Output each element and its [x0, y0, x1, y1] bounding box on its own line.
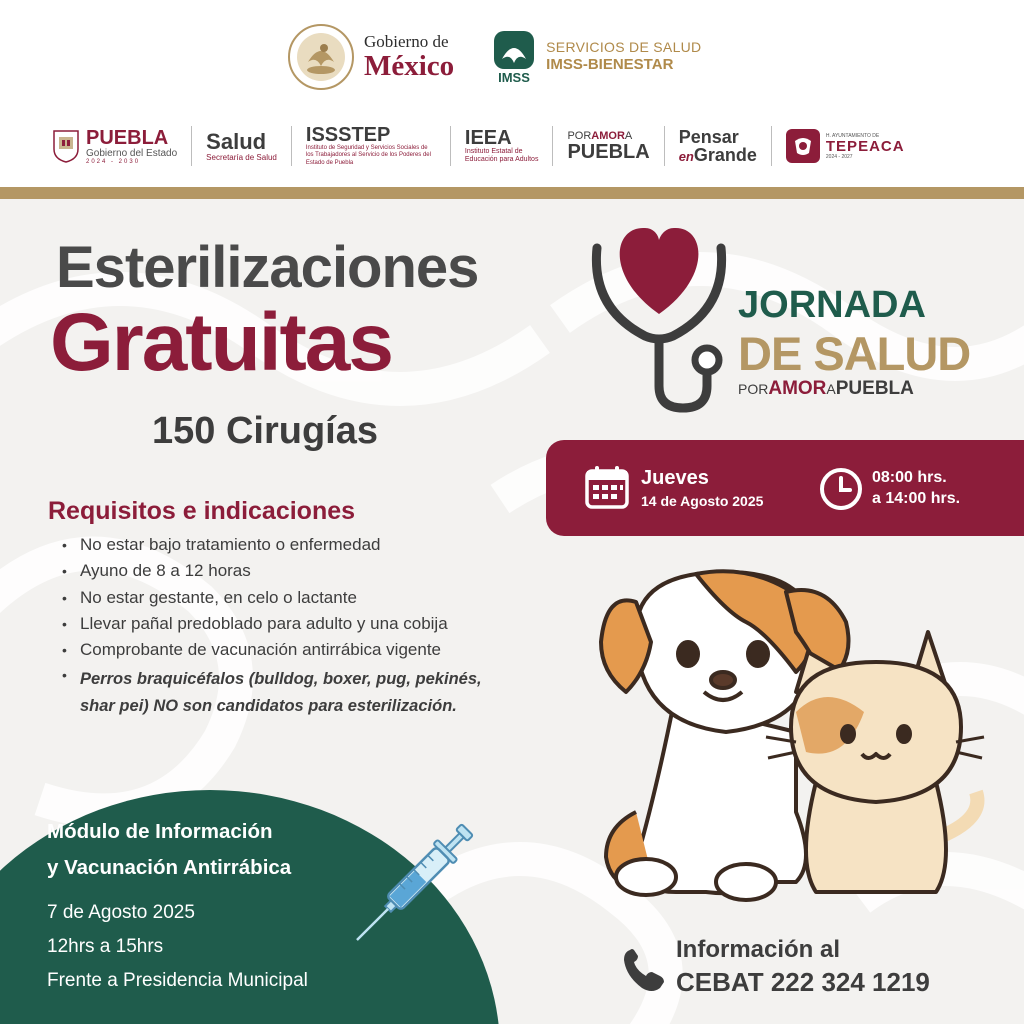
event-date: 14 de Agosto 2025 [641, 493, 764, 509]
puebla-main-text: PUEBLA [86, 126, 169, 149]
salud-sub-text: Secretaría de Salud [206, 152, 277, 162]
event-day: Jueves [641, 467, 709, 489]
module-hours: 12hrs a 15hrs [47, 936, 164, 957]
event-time-from: 08:00 hrs. [872, 469, 947, 486]
requirement-note-bullet: • [62, 667, 67, 683]
gobierno-big-text: México [364, 50, 455, 82]
gobierno-small-text: Gobierno de [364, 32, 449, 51]
syringe-icon [340, 812, 480, 962]
imss-eagle-icon [492, 29, 536, 85]
pensar-line2: Grande [693, 145, 757, 165]
module-title-line2: y Vacunación Antirrábica [47, 856, 292, 879]
ieea-sub-text-1: Instituto Estatal de [464, 147, 523, 155]
jornada-amor: AMOR [768, 378, 827, 399]
issstep-sub-text: Instituto de Seguridad y Servicios Sociales de los Trabajadores al Servicio de los Poderes del Estado de Puebla [305, 145, 431, 166]
puebla-shield-icon [52, 129, 80, 163]
jornada-puebla: PUEBLA [835, 378, 914, 399]
puppy-and-kitten-illustration [596, 562, 986, 912]
imss-logo-label: IMSS [498, 70, 531, 85]
module-title-line1: Módulo de Información [47, 820, 273, 843]
puebla-years-text: 2024 - 2030 [86, 158, 141, 165]
tepeaca-emblem-icon [786, 129, 820, 163]
requirements-title: Requisitos e indicaciones [48, 497, 356, 525]
contact-phone: CEBAT 222 324 1219 [676, 967, 930, 997]
jornada-a: A [826, 381, 836, 397]
imss-line1: SERVICIOS DE SALUD [546, 38, 702, 55]
title-line2: Gratuitas [50, 297, 392, 388]
jornada-line2: DE SALUD [738, 327, 971, 380]
pensar-line1: Pensar [678, 127, 739, 147]
pensar-en: en [678, 149, 694, 164]
pensar-en-grande-logo [665, 121, 771, 171]
jornada-line1: JORNADA [738, 284, 926, 326]
ieea-logo [451, 121, 553, 171]
requirement-item: • Comprobante de vacunación antirrábica vigente [62, 637, 562, 663]
jornada-por: POR [738, 381, 769, 397]
phone-icon [620, 946, 668, 999]
requirement-item: • No estar bajo tratamiento o enfermedad [62, 532, 562, 558]
imss-bienestar-logo [492, 29, 701, 85]
tepeaca-main-text: TEPEACA [825, 137, 905, 155]
event-time-to: a 14:00 hrs. [872, 490, 961, 507]
brachycephalic-note: Perros braquicéfalos (bulldog, boxer, pug, pekinés, shar pei) NO son candidatos para esterilización. [80, 670, 482, 715]
calendar-icon [584, 464, 630, 515]
requirement-item: • Ayuno de 8 a 12 horas [62, 558, 562, 584]
puebla-logo [38, 121, 191, 171]
gold-divider-bar [0, 187, 1024, 199]
puebla-sub-text: Gobierno del Estado [86, 147, 178, 159]
requirements-list [62, 532, 562, 663]
pap-a: A [624, 129, 633, 142]
mexico-coat-of-arms-icon [286, 22, 356, 92]
por-amor-a-puebla-logo [553, 121, 663, 171]
imss-line2: IMSS-BIENESTAR [546, 56, 674, 74]
pap-puebla: PUEBLA [567, 140, 650, 163]
tepeaca-years-text: 2024 - 2027 [825, 153, 853, 160]
schedule-banner [546, 440, 1024, 536]
gobierno-de-mexico-logo [286, 22, 454, 92]
module-place: Frente a Presidencia Municipal [47, 970, 308, 991]
ieea-sub-text-2: Educación para Adultos [464, 156, 539, 163]
contact-line1: Información al [676, 936, 841, 963]
tepeaca-logo [772, 121, 919, 171]
module-date: 7 de Agosto 2025 [47, 902, 195, 923]
requirement-item: • Llevar pañal predoblado para adulto y una cobija [62, 611, 562, 637]
salud-logo [192, 121, 291, 171]
title-line1: Esterilizaciones [56, 235, 479, 300]
issstep-main-text: ISSSTEP [305, 124, 391, 147]
jornada-line3 [738, 378, 914, 400]
title-line3: 150 Cirugías [152, 410, 378, 452]
tepeaca-small-text: H. AYUNTAMIENTO DE [825, 132, 880, 139]
government-logos [286, 22, 701, 92]
pap-por: POR [567, 129, 592, 142]
ieea-main-text: IEEA [464, 126, 512, 149]
clock-icon [818, 466, 864, 517]
pap-amor: AMOR [591, 129, 625, 142]
header [0, 0, 1024, 190]
partner-logos-row [38, 118, 988, 174]
issstep-logo [292, 121, 450, 171]
requirement-item: • No estar gestante, en celo o lactante [62, 585, 562, 611]
salud-main-text: Salud [206, 128, 267, 154]
stethoscope-heart-icon [585, 218, 735, 428]
